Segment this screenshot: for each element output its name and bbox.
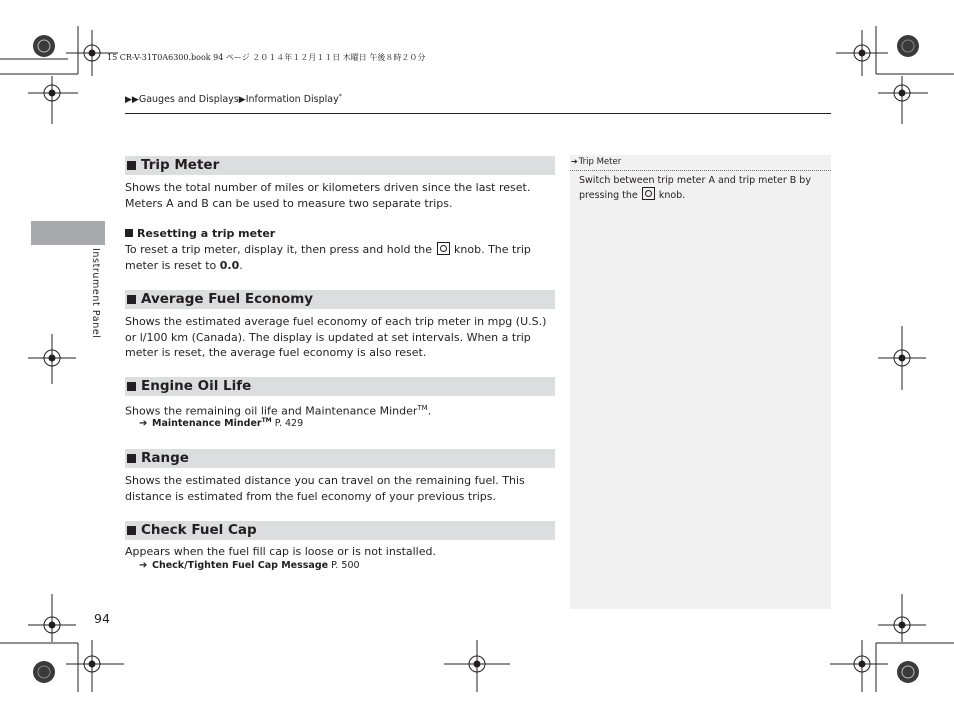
section-title: Engine Oil Life	[141, 378, 252, 394]
reset-text-before: To reset a trip meter, display it, then press and hold the	[125, 243, 433, 256]
square-bullet-icon	[127, 382, 136, 391]
oil-life-text: Shows the remaining oil life and Maintenance Minder	[125, 404, 418, 418]
sidebar-text-after: knob.	[658, 190, 686, 201]
section-title: Average Fuel Economy	[141, 291, 314, 307]
reset-instructions	[125, 242, 555, 273]
range-text: Shows the estimated distance you can travel on the remaining fuel. This distance is estimated from the fuel economy of your previous trips.	[125, 474, 525, 503]
reset-subheading	[125, 227, 275, 240]
oil-life-text-end: .	[427, 404, 432, 418]
xref-page[interactable]: P. 429	[274, 418, 304, 430]
reset-value: 0.0	[219, 258, 240, 272]
reset-end: .	[239, 258, 243, 272]
trip-meter-text: Shows the total number of miles or kilometers driven since the last reset. Meters A and B can be used to measure two separate trips.	[125, 181, 531, 210]
sidebar-note-body	[579, 174, 819, 202]
section-title: Range	[141, 450, 189, 466]
xref-trademark: TM	[261, 417, 272, 424]
breadcrumb-asterisk: *	[338, 93, 342, 100]
breadcrumb	[125, 93, 342, 105]
trademark-mark: TM	[417, 404, 428, 412]
square-bullet-icon	[127, 526, 136, 535]
sidebar-note-header-text	[571, 157, 621, 167]
sidebar-text-before: Switch between trip meter A and trip meter B by pressing the	[579, 175, 811, 201]
section-range	[125, 449, 555, 468]
section-title: Check Fuel Cap	[141, 522, 257, 538]
check-fuel-cap-text: Appears when the fuel fill cap is loose or is not installed.	[125, 545, 436, 558]
book-file-header: 15 CR-V-31T0A6300.book 94 ページ ２０１４年１２月１１日 木曜日 午後８時２０分	[107, 53, 426, 62]
sidebar-note-title: Trip Meter	[578, 157, 622, 167]
sidebar-note-trip-meter	[570, 155, 831, 609]
section-title: Trip Meter	[141, 157, 220, 173]
maintenance-minder-link[interactable]	[139, 417, 303, 429]
section-check-fuel-cap	[125, 521, 555, 540]
double-arrow-icon: ➔	[139, 418, 148, 430]
breadcrumb-item-information-display[interactable]: Information Display	[245, 94, 339, 106]
reset-text-after: knob. The trip meter is reset to	[125, 243, 531, 272]
sidebar-note-header	[570, 155, 831, 171]
xref-page[interactable]: P. 500	[331, 560, 360, 571]
xref-label[interactable]: Maintenance Minder	[152, 418, 262, 430]
average-fuel-economy-text: Shows the estimated average fuel economy of each trip meter in mpg (U.S.) or l/100 km (Canada). The display is updated at set intervals. When a trip meter is reset, the average fuel economy is also reset.	[125, 315, 547, 359]
page-number: 94	[94, 611, 110, 626]
double-arrow-icon: ➔	[139, 560, 148, 571]
square-bullet-icon	[127, 454, 136, 463]
reset-subheading-label: Resetting a trip meter	[137, 227, 276, 240]
section-average-fuel-economy	[125, 290, 555, 309]
selector-knob-icon	[642, 187, 655, 200]
chapter-side-label: Instrument Panel	[90, 248, 101, 339]
xref-label[interactable]: Check/Tighten Fuel Cap Message	[152, 560, 329, 571]
breadcrumb-item-gauges[interactable]: Gauges and Displays	[138, 94, 239, 106]
square-bullet-icon	[127, 161, 136, 170]
breadcrumb-arrow-icon: ▶	[238, 95, 246, 106]
square-bullet-icon	[127, 295, 136, 304]
check-fuel-cap-link[interactable]	[139, 560, 360, 571]
breadcrumb-arrow-icon: ▶▶	[125, 95, 139, 106]
section-engine-oil-life	[125, 377, 555, 396]
section-trip-meter	[125, 156, 555, 175]
header-rule	[125, 113, 831, 114]
double-arrow-icon: ➔	[571, 157, 578, 166]
chapter-side-tab	[31, 221, 105, 245]
square-bullet-icon	[125, 229, 133, 237]
selector-knob-icon	[437, 242, 450, 255]
